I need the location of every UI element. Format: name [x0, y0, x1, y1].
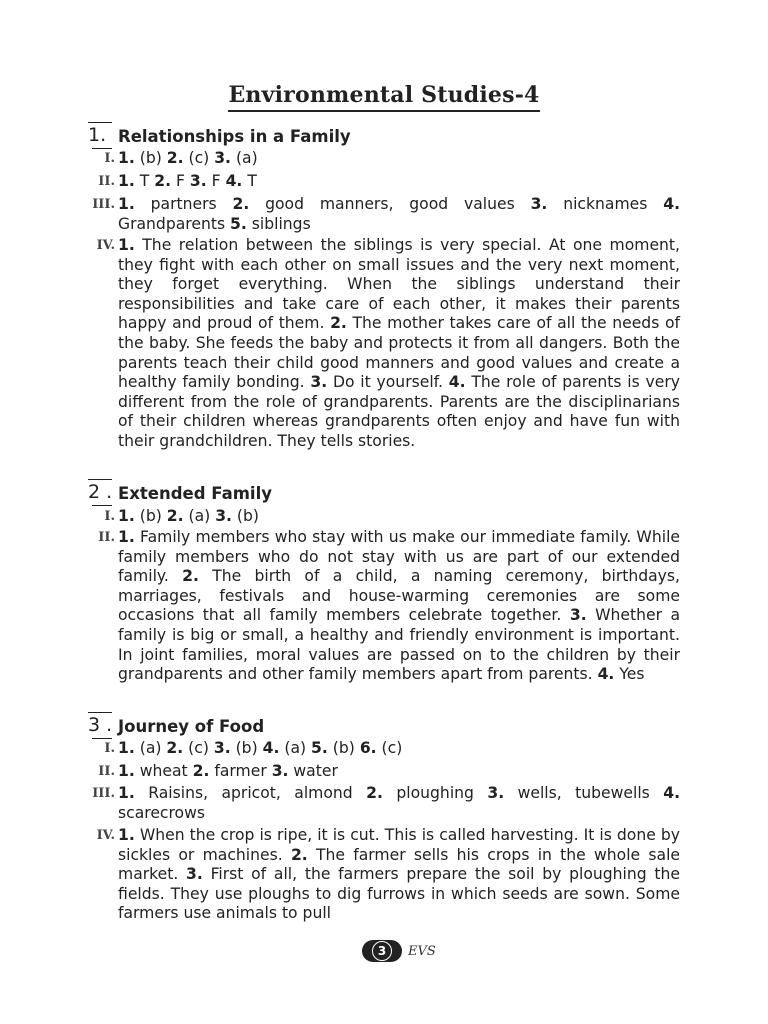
question-number: 2. [366, 784, 383, 802]
question-number: 6. [359, 739, 377, 757]
question-number: 5. [311, 739, 328, 757]
question-number: 5. [230, 214, 247, 233]
question-number: 2. [166, 739, 184, 757]
chapter-heading [88, 481, 272, 505]
question-number: 1. [118, 826, 135, 844]
roman-numeral: I. [104, 741, 115, 756]
roman-numeral: I. [104, 151, 115, 166]
roman-numeral: IV. [96, 828, 115, 843]
question-number: 1. [118, 195, 135, 213]
page-number-badge [362, 940, 402, 962]
question-number: 1. [118, 784, 135, 802]
answer-text: 1. partners 2. good manners, good values 3. nicknames 4. Grandparents 5. siblings [118, 195, 680, 233]
answer-text: 1. Raisins, apricot, almond 2. ploughing 3. wells, tubewells 4. scarecrows [118, 784, 681, 822]
question-number: 4. [262, 739, 280, 757]
question-number: 3. [487, 784, 505, 802]
chapter-title: Journey of Food [118, 716, 265, 736]
chapter-title: Extended Family [118, 483, 272, 503]
roman-numeral: II. [98, 764, 115, 779]
question-number: 2. [166, 149, 184, 167]
question-number: 1. [118, 762, 135, 780]
answer-text: 1. wheat 2. farmer 3. water [118, 762, 338, 780]
question-number: 3. [213, 739, 231, 757]
question-number: 1. [118, 507, 135, 525]
roman-numeral: III. [92, 786, 115, 801]
answer-text: 1. (b) 2. (c) 3. (a) [118, 149, 258, 167]
page-number: 3 [372, 941, 392, 961]
question-number: 1. [118, 739, 135, 757]
answer-text: 1. T 2. F 3. F 4. T [118, 172, 257, 190]
page-title-wrap [0, 82, 768, 108]
question-number: 1. [118, 172, 135, 190]
question-number: 3. [186, 865, 203, 884]
question-number: 2. [166, 507, 184, 525]
answer-text: 1. Family members who stay with us make our immediate family. While family members who do not stay with us are part of our extended family. 2. The birth of a child, a naming ceremony, birthdays, marriages, festivals and house-warming ceremonies are some occasions that all family members celebrate together. 3. Whether a family is big or small, a healthy and friendly environment is important. In joint families, moral values are passed on to the children by their grandparents and other family members apart from parents. 4. Yes [118, 528, 680, 684]
question-number: 4. [597, 665, 615, 684]
question-number: 4. [663, 784, 681, 802]
question-number: 3. [530, 195, 548, 213]
answer-text: 1. (a) 2. (c) 3. (b) 4. (a) 5. (b) 6. (c) [118, 739, 403, 757]
question-number: 1. [118, 236, 135, 254]
answer-text: 1. (b) 2. (a) 3. (b) [118, 507, 259, 525]
question-number: 4. [225, 172, 243, 190]
answer-text: 1. The relation between the siblings is very special. At one moment, they fight with each other on small issues and the very next moment, they forget everything. When the siblings understand their responsibilities and take care of each other, it makes their parents happy and proud of them. 2. The mother takes care of all the needs of the baby. She feeds the baby and protects it from all dangers. Both the parents teach their child good manners and good values and create a healthy family bonding. 3. Do it yourself. 4. The role of parents is very different from the role of grandparents. Parents are the disciplinarians of their children whereas grandparents often enjoy and have fun with their grandchildren. They tells stories. [118, 236, 681, 450]
question-number: 2. [290, 845, 308, 864]
question-number: 4. [448, 373, 466, 392]
roman-numeral: III. [92, 197, 115, 212]
question-number: 3. [215, 507, 232, 525]
question-number: 2. [330, 314, 347, 333]
question-number: 2. [154, 172, 172, 190]
roman-numeral: II. [98, 174, 115, 189]
question-number: 2. [182, 567, 199, 586]
question-number: 2. [192, 762, 210, 780]
chapter-title: Relationships in a Family [118, 126, 351, 146]
roman-numeral: IV. [96, 238, 115, 253]
answer-text: 1. When the crop is ripe, it is cut. This is called harvesting. It is done by sickles or machines. 2. The farmer sells his crops in the whole sale market. 3. First of all, the farmers prepare the soil by ploughing the fields. They use ploughs to dig furrows in which seeds are sown. Some farmers use animals to pull [118, 826, 680, 923]
question-number: 1. [118, 528, 135, 546]
question-number: 1. [118, 149, 135, 167]
question-number: 3. [189, 172, 207, 190]
roman-numeral: II. [98, 530, 115, 545]
chapter-number: 3 . [88, 714, 118, 736]
chapter-number: 2 . [88, 481, 118, 503]
page-footer [362, 940, 436, 962]
question-number: 3. [310, 373, 328, 392]
chapter-heading [88, 124, 351, 148]
footer-subject-label: EVS [408, 943, 436, 959]
question-number: 2. [232, 195, 250, 213]
chapter-heading [88, 714, 264, 738]
question-number: 3. [271, 762, 289, 780]
question-number: 3. [214, 149, 231, 167]
roman-numeral: I. [104, 509, 115, 524]
question-number: 4. [663, 195, 680, 213]
question-number: 3. [569, 606, 587, 625]
page-title: Environmental Studies-4 [228, 82, 539, 112]
chapter-number: 1. [88, 124, 118, 146]
